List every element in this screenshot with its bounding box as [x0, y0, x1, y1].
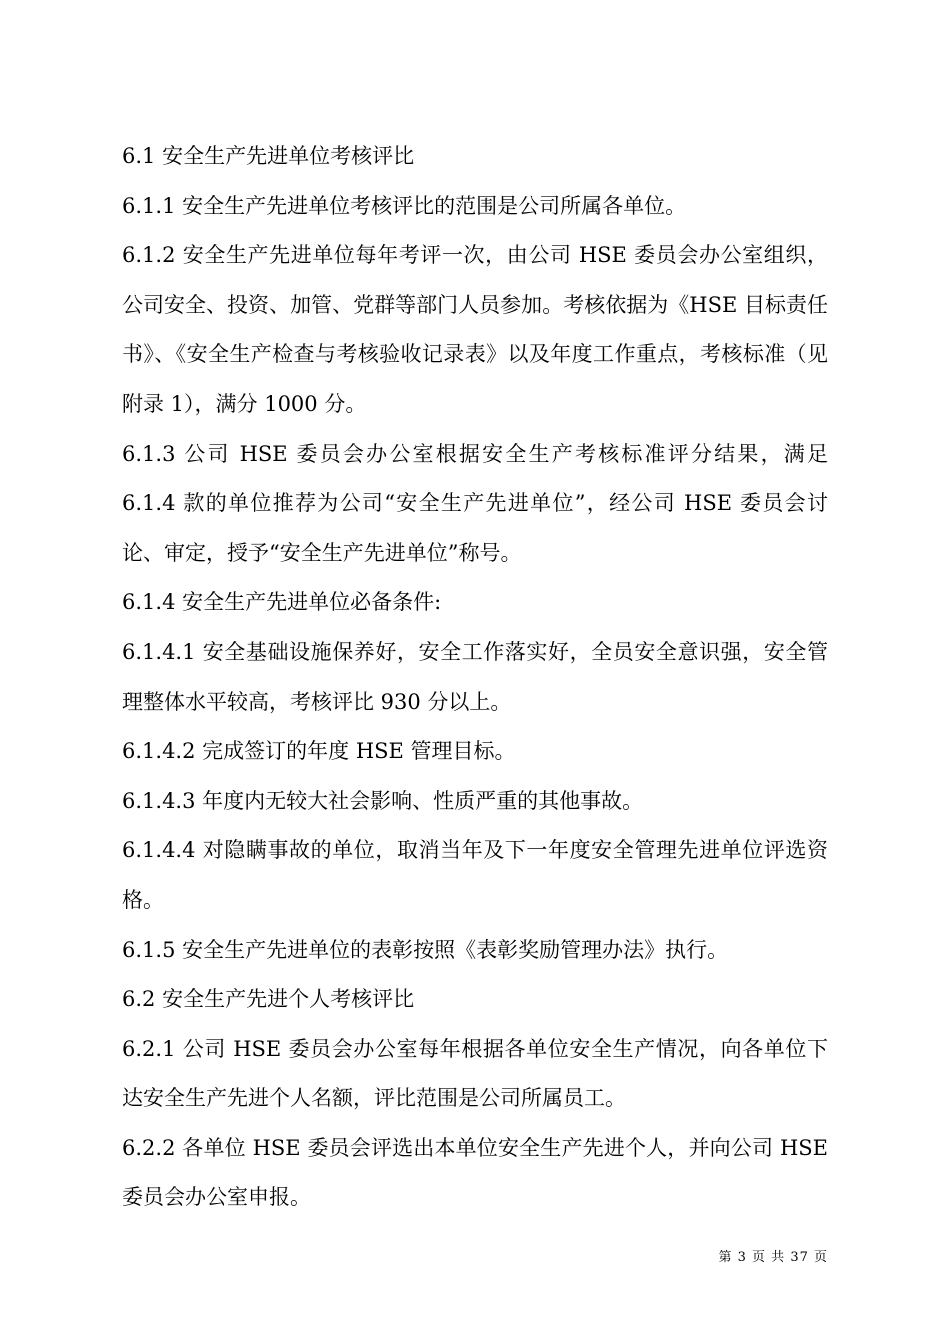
paragraph-6-1-3: 6.1.3 公司 HSE 委员会办公室根据安全生产考核标准评分结果，满足 6.1.4 款的单位推荐为公司“安全生产先进单位”，经公司 HSE 委员会讨论、审定，授予“安全生产先进单位”称号。 [122, 441, 828, 565]
paragraph-6-1-4-3: 6.1.4.3 年度内无较大社会影响、性质严重的其他事故。 [122, 788, 644, 813]
paragraph-6-1-4: 6.1.4 安全生产先进单位必备条件: [122, 590, 442, 615]
paragraph-6-2-1: 6.2.1 公司 HSE 委员会办公室每年根据各单位安全生产情况，向各单位下达安全生产先进个人名额，评比范围是公司所属员工。 [122, 1036, 828, 1111]
heading-6-2: 6.2 安全生产先进个人考核评比 [122, 987, 415, 1012]
paragraph-6-1-5: 6.1.5 安全生产先进单位的表彰按照《表彰奖励管理办法》执行。 [122, 937, 729, 962]
heading-6-1: 6.1 安全生产先进单位考核评比 [122, 144, 415, 168]
paragraph-6-1-4-2: 6.1.4.2 完成签订的年度 HSE 管理目标。 [122, 739, 516, 764]
document-body [122, 132, 828, 1223]
paragraph-6-1-4-4: 6.1.4.4 对隐瞒事故的单位，取消当年及下一年度安全管理先进单位评选资格。 [122, 838, 828, 912]
paragraph-6-1-2: 6.1.2 安全生产先进单位每年考评一次，由公司 HSE 委员会办公室组织，公司安全、投资、加管、党群等部门人员参加。考核依据为《HSE 目标责任书》、《安全生产检查与考核验收记录表》以及年度工作重点，考核标准（见附录 1），满分 1000 分。 [122, 243, 828, 416]
paragraph-6-1-4-1: 6.1.4.1 安全基础设施保养好，安全工作落实好，全员安全意识强，安全管理整体水平较高，考核评比 930 分以上。 [122, 639, 828, 714]
paragraph-6-2-2: 6.2.2 各单位 HSE 委员会评选出本单位安全生产先进个人，并向公司 HSE 委员会办公室申报。 [122, 1135, 828, 1210]
page-number-footer: 第 3 页 共 37 页 [718, 1250, 828, 1265]
paragraph-6-1-1: 6.1.1 安全生产先进单位考核评比的范围是公司所属各单位。 [122, 193, 687, 218]
